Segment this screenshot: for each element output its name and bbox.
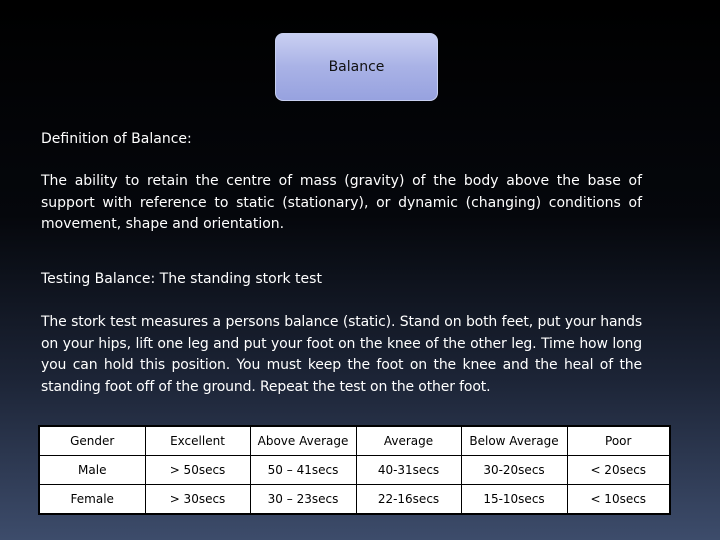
header-cell-excellent: Excellent bbox=[145, 426, 250, 456]
definition-heading: Definition of Balance: bbox=[41, 131, 192, 147]
slide-title-box bbox=[275, 33, 438, 101]
table-cell: > 30secs bbox=[145, 485, 250, 515]
testing-heading: Testing Balance: The standing stork test bbox=[41, 271, 322, 287]
header-cell-above-average: Above Average bbox=[250, 426, 356, 456]
header-cell-average: Average bbox=[356, 426, 461, 456]
header-cell-poor: Poor bbox=[567, 426, 670, 456]
slide-title: Balance bbox=[328, 59, 385, 75]
table-cell: 50 – 41secs bbox=[250, 456, 356, 485]
table-cell: 30 – 23secs bbox=[250, 485, 356, 515]
table-cell: Female bbox=[39, 485, 145, 515]
header-cell-gender: Gender bbox=[39, 426, 145, 456]
table-cell: 30-20secs bbox=[461, 456, 567, 485]
header-cell-below-average: Below Average bbox=[461, 426, 567, 456]
balance-norms-table bbox=[38, 425, 671, 515]
table-row bbox=[39, 485, 670, 515]
table-cell: 40-31secs bbox=[356, 456, 461, 485]
table-header-row bbox=[39, 426, 670, 456]
table-row bbox=[39, 456, 670, 485]
definition-text: The ability to retain the centre of mass (gravity) of the body above the base of support with reference to static (stationary), or dynamic (changing) conditions of movement, shape and orientation. bbox=[41, 173, 642, 232]
table-cell: 22-16secs bbox=[356, 485, 461, 515]
table-cell: < 10secs bbox=[567, 485, 670, 515]
testing-text: The stork test measures a persons balance (static). Stand on both feet, put your hands on your hips, lift one leg and put your foot on the knee of the other leg. Time how long you can hold this position. You must keep the foot on the knee and the heal of the standing foot off of the ground. Repeat the test on the other foot. bbox=[41, 314, 642, 395]
table-cell: < 20secs bbox=[567, 456, 670, 485]
table-cell: 15-10secs bbox=[461, 485, 567, 515]
table-cell: > 50secs bbox=[145, 456, 250, 485]
table-cell: Male bbox=[39, 456, 145, 485]
